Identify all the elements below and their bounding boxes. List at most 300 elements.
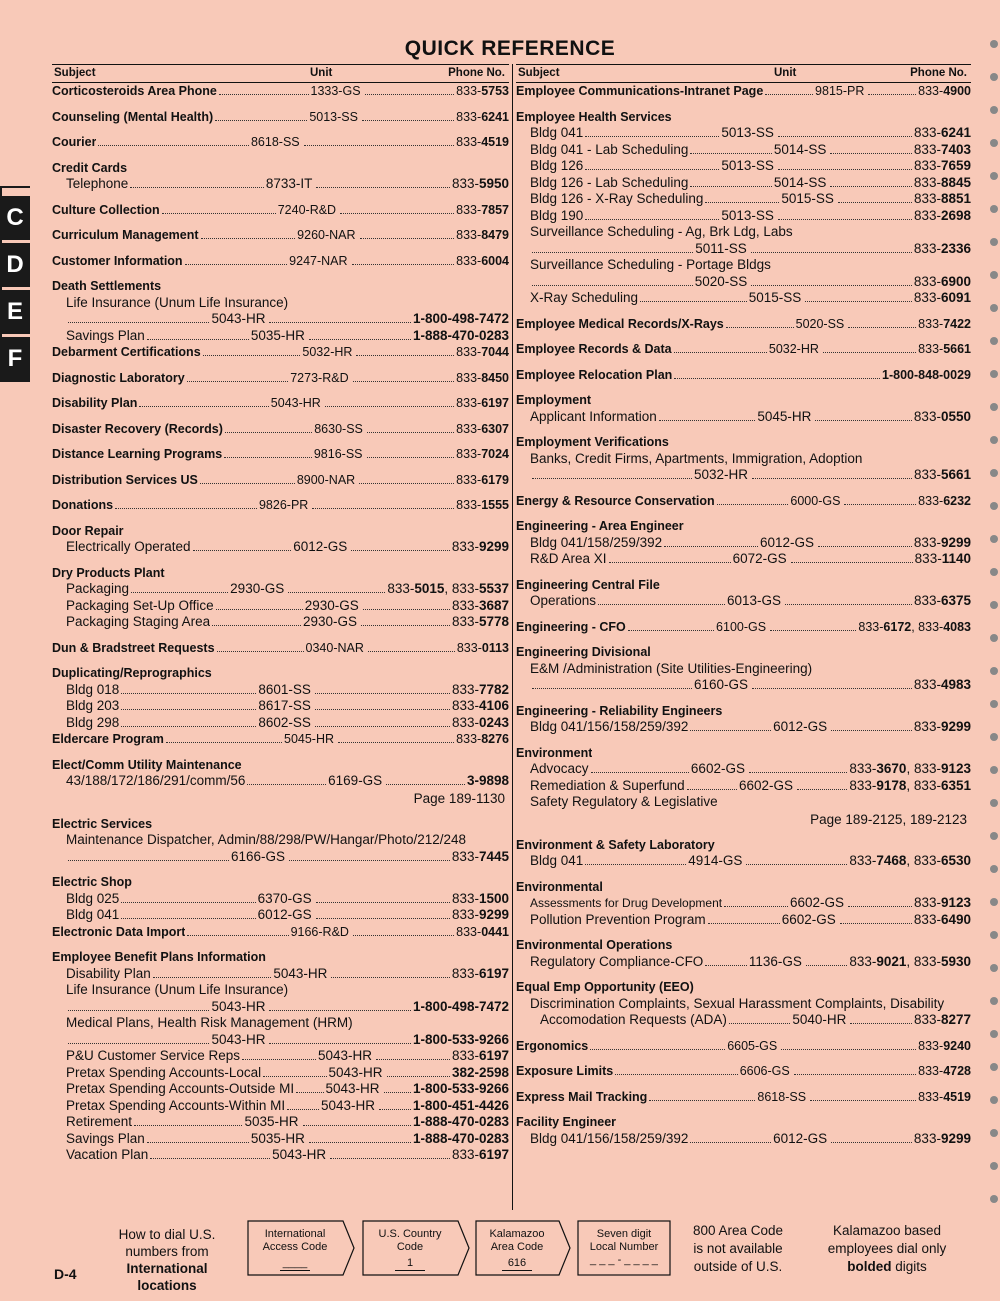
directory-entry bbox=[516, 191, 971, 208]
phone-bold-digits: 6375 bbox=[940, 593, 972, 608]
phone-bold-digits: 7403 bbox=[940, 141, 971, 157]
entry-unit: 8733-IT bbox=[265, 176, 313, 191]
directory-entry bbox=[52, 109, 509, 126]
entry-name: Customer Information bbox=[52, 253, 183, 268]
entry-unit: 5035-HR bbox=[250, 327, 305, 343]
entry-name: Bldg 041 bbox=[66, 907, 120, 922]
phone-prefix: 833- bbox=[858, 619, 884, 634]
entry-unit: 6166-GS bbox=[230, 848, 285, 864]
dot-leader bbox=[532, 251, 693, 253]
entry-name: Employee Relocation Plan bbox=[516, 367, 673, 382]
entry-unit: 5020-SS bbox=[795, 316, 845, 331]
dot-leader bbox=[315, 692, 450, 694]
directory-description bbox=[52, 832, 509, 849]
dot-leader bbox=[338, 741, 454, 743]
dot-leader bbox=[785, 603, 912, 605]
entry-unit: 6606-GS bbox=[739, 1064, 790, 1078]
phone-prefix: 833- bbox=[456, 447, 482, 461]
dot-leader bbox=[362, 119, 454, 121]
dot-leader bbox=[68, 1042, 209, 1044]
directory-entry bbox=[52, 1098, 509, 1115]
phone-bold-digits: 3-9898 bbox=[466, 773, 510, 788]
directory-entry bbox=[52, 698, 509, 715]
directory-heading bbox=[52, 816, 509, 833]
binder-hole bbox=[990, 733, 998, 741]
entry-name: Bldg 298 bbox=[66, 714, 120, 730]
entry-unit: 5043-HR bbox=[211, 1031, 266, 1047]
entry-name: Pollution Prevention Program bbox=[530, 911, 706, 927]
directory-description bbox=[52, 295, 509, 312]
phone-bold-digits: 6241 bbox=[481, 109, 509, 124]
phone-bold-digits: 4083 bbox=[943, 619, 972, 634]
binder-hole bbox=[990, 568, 998, 576]
entry-name: Electronic Data Import bbox=[52, 924, 186, 939]
dot-leader bbox=[778, 218, 912, 220]
dot-leader bbox=[848, 905, 912, 907]
box-label: Local Number bbox=[589, 1241, 659, 1253]
dot-leader bbox=[830, 152, 912, 154]
description-text: Safety Regulatory & Legislative bbox=[530, 794, 718, 809]
entry-unit: 8617-SS bbox=[258, 698, 311, 713]
entry-phone bbox=[452, 1065, 509, 1082]
phone-bold-digits: 5661 bbox=[943, 342, 972, 356]
dot-leader bbox=[591, 771, 689, 773]
left-column-header bbox=[52, 64, 509, 83]
phone-bold-digits: 5537 bbox=[478, 581, 509, 596]
directory-entry bbox=[516, 241, 971, 258]
dot-leader bbox=[331, 976, 450, 978]
entry-name: Pretax Spending Accounts-Outside MI bbox=[66, 1081, 295, 1096]
dot-leader bbox=[303, 1124, 411, 1126]
entry-name: Accomodation Requests (ADA) bbox=[540, 1012, 727, 1027]
entry-unit: 6370-GS bbox=[257, 890, 312, 906]
directory-heading bbox=[516, 937, 971, 954]
index-tab-d[interactable]: D bbox=[0, 243, 30, 287]
binder-hole bbox=[990, 139, 998, 147]
dot-leader bbox=[325, 405, 454, 407]
phone-bold-digits: 8276 bbox=[481, 732, 510, 746]
dot-leader bbox=[147, 338, 249, 340]
entry-phone bbox=[456, 202, 509, 219]
entry-unit: 6013-GS bbox=[726, 593, 782, 608]
dot-leader bbox=[823, 351, 916, 353]
dot-leader bbox=[368, 650, 455, 652]
column-divider bbox=[512, 64, 513, 1210]
dot-leader bbox=[296, 1091, 323, 1093]
phone-header: Phone No. bbox=[448, 67, 505, 79]
directory-entry bbox=[52, 773, 509, 790]
entry-name: Retirement bbox=[66, 1114, 133, 1129]
entry-name: 43/188/172/186/291/comm/56 bbox=[66, 773, 246, 788]
entry-phone bbox=[914, 719, 971, 736]
entry-unit: 5045-HR bbox=[284, 732, 335, 746]
dot-leader bbox=[166, 741, 282, 743]
dot-leader bbox=[352, 263, 455, 265]
phone-bold-digits: 7024 bbox=[481, 447, 510, 461]
entry-unit: 1333-GS bbox=[310, 84, 361, 98]
entry-phone bbox=[914, 125, 971, 142]
entry-unit: 0340-NAR bbox=[305, 640, 364, 655]
entry-phone bbox=[456, 731, 509, 748]
entry-phone bbox=[858, 619, 971, 636]
entry-phone bbox=[467, 773, 509, 790]
phone-bold-digits: 2336 bbox=[940, 240, 971, 256]
phone-prefix: 833- bbox=[451, 1048, 479, 1063]
dot-leader bbox=[778, 135, 912, 137]
dot-leader bbox=[269, 1009, 410, 1011]
directory-entry bbox=[516, 1089, 971, 1106]
entry-name: Distribution Services US bbox=[52, 472, 198, 487]
phone-bold-digits: 9299 bbox=[478, 907, 510, 922]
directory-entry bbox=[516, 341, 971, 358]
dot-leader bbox=[330, 1157, 450, 1159]
heading-text: Employment Verifications bbox=[516, 435, 669, 449]
entry-phone bbox=[849, 761, 971, 778]
phone-bold-digits: 7468 bbox=[876, 853, 907, 868]
phone-bold-digits: 9123 bbox=[940, 895, 972, 910]
entry-unit: 8630-SS bbox=[314, 421, 363, 436]
phone-prefix: 833- bbox=[456, 640, 482, 655]
dot-leader bbox=[705, 201, 779, 203]
entry-name: Bldg 203 bbox=[66, 698, 120, 713]
entry-name: Distance Learning Programs bbox=[52, 447, 223, 461]
entry-unit: 5035-HR bbox=[250, 1130, 305, 1146]
phone-bold-digits: 0550 bbox=[940, 408, 971, 424]
entry-unit: 5013-SS bbox=[721, 125, 774, 140]
dot-leader bbox=[224, 456, 312, 458]
binder-hole bbox=[990, 370, 998, 378]
dot-leader bbox=[674, 351, 767, 353]
index-tab-f[interactable]: F bbox=[0, 337, 30, 381]
phone-bold-digits: 5778 bbox=[478, 614, 510, 629]
entry-phone bbox=[918, 1038, 971, 1055]
phone-bold-digits: 0441 bbox=[481, 924, 509, 939]
directory-entry bbox=[516, 1131, 971, 1148]
entry-name: Savings Plan bbox=[66, 1130, 145, 1146]
phone-bold-digits: 6900 bbox=[940, 273, 971, 289]
dot-leader bbox=[770, 629, 856, 631]
entry-phone bbox=[918, 1063, 971, 1080]
phone-bold-digits: 6179 bbox=[481, 472, 509, 487]
entry-name: R&D Area XI bbox=[530, 551, 607, 566]
entry-phone bbox=[456, 109, 509, 126]
dot-leader bbox=[778, 168, 912, 170]
entry-name: Debarment Certifications bbox=[52, 345, 201, 359]
directory-heading bbox=[52, 757, 509, 774]
index-tab-c[interactable]: C bbox=[0, 196, 30, 240]
binder-hole bbox=[990, 1162, 998, 1170]
phone-prefix: 833- bbox=[918, 84, 944, 98]
entry-phone bbox=[914, 677, 971, 694]
subject-header: Subject bbox=[518, 67, 560, 79]
dot-leader bbox=[98, 144, 249, 146]
phone-prefix: 833- bbox=[913, 174, 941, 190]
entry-name: Bldg 190 bbox=[530, 207, 584, 223]
dot-leader bbox=[315, 708, 450, 710]
heading-text: Electric Shop bbox=[52, 875, 132, 889]
directory-entry bbox=[52, 227, 509, 244]
heading-text: Facility Engineer bbox=[516, 1115, 617, 1129]
entry-name: Bldg 018 bbox=[66, 681, 120, 697]
directory-heading bbox=[516, 577, 971, 594]
dot-leader bbox=[598, 603, 725, 605]
directory-entry bbox=[52, 891, 509, 908]
description-text: Life Insurance (Unum Life Insurance) bbox=[66, 982, 289, 997]
heading-text: Employment bbox=[516, 393, 592, 407]
note-line: Kalamazoo based bbox=[832, 1223, 942, 1238]
phone-prefix: 833- bbox=[451, 698, 479, 713]
directory-entry bbox=[52, 395, 509, 412]
entry-unit: 6012-GS bbox=[773, 719, 828, 734]
phone-bold-digits: 7445 bbox=[478, 848, 509, 864]
entry-phone bbox=[914, 142, 971, 159]
dot-leader bbox=[818, 545, 912, 547]
directory-entry bbox=[52, 176, 509, 193]
phone-bold-digits: 7782 bbox=[478, 681, 510, 697]
heading-text: Credit Cards bbox=[52, 160, 128, 175]
left-column bbox=[52, 64, 509, 1164]
entry-phone bbox=[914, 191, 971, 208]
binder-hole bbox=[990, 1030, 998, 1038]
directory-entry bbox=[516, 719, 971, 736]
dot-leader bbox=[215, 119, 307, 121]
entry-phone bbox=[882, 367, 971, 384]
phone-bold-digits: 6307 bbox=[481, 421, 510, 436]
entry-unit: 5043-HR bbox=[325, 1081, 380, 1096]
howto-line-1: How to dial U.S. bbox=[118, 1227, 216, 1242]
phone-prefix: 833- bbox=[456, 345, 482, 359]
entry-phone bbox=[914, 593, 971, 610]
dot-leader bbox=[309, 338, 411, 340]
phone-bold-digits: 6232 bbox=[943, 493, 972, 508]
entry-unit: 5043-HR bbox=[211, 311, 266, 326]
dot-leader bbox=[830, 185, 912, 187]
entry-unit: 9166-R&D bbox=[290, 924, 349, 939]
directory-entry bbox=[52, 370, 509, 387]
directory-entry bbox=[52, 731, 509, 748]
page-title: QUICK REFERENCE bbox=[404, 37, 616, 60]
box-label: Kalamazoo bbox=[489, 1228, 545, 1240]
phone-bold-digits: 5950 bbox=[478, 176, 510, 191]
entry-name: Disability Plan bbox=[66, 965, 151, 981]
dot-leader bbox=[690, 185, 772, 187]
entry-unit: 5011-SS bbox=[695, 240, 747, 256]
phone-prefix: 833- bbox=[918, 1089, 944, 1104]
page-reference: Page 189-2125, 189-2123 bbox=[810, 811, 967, 827]
entry-unit: 6012-GS bbox=[760, 534, 815, 550]
entry-phone bbox=[914, 912, 971, 929]
phone-bold-digits: 5930 bbox=[940, 953, 971, 969]
phone-prefix: 833- bbox=[918, 1064, 944, 1078]
entry-phone bbox=[456, 83, 509, 100]
entry-phone bbox=[914, 274, 971, 291]
dot-leader bbox=[532, 477, 692, 479]
entry-name: Energy & Resource Conservation bbox=[516, 493, 715, 508]
entry-unit: 5040-HR bbox=[792, 1012, 847, 1027]
dot-leader bbox=[365, 93, 455, 95]
dot-leader bbox=[147, 1141, 249, 1143]
dot-leader bbox=[585, 168, 719, 170]
entry-phone bbox=[914, 1131, 971, 1148]
dot-leader bbox=[187, 934, 288, 936]
dot-leader bbox=[131, 591, 228, 593]
phone-prefix: 833- bbox=[913, 408, 941, 424]
note-line: is not available bbox=[693, 1241, 783, 1256]
directory-entry bbox=[516, 158, 971, 175]
dot-leader bbox=[794, 1073, 916, 1075]
note-line bbox=[822, 1258, 952, 1276]
entry-phone bbox=[452, 698, 509, 715]
entry-unit: 5043-HR bbox=[273, 965, 328, 981]
entry-phone bbox=[918, 316, 971, 333]
entry-name: Disaster Recovery (Records) bbox=[52, 421, 223, 436]
phone-bold-digits: 4519 bbox=[481, 135, 510, 149]
entry-unit: 6602-GS bbox=[789, 895, 845, 910]
binder-hole bbox=[990, 832, 998, 840]
directory-description bbox=[516, 996, 971, 1013]
phone-prefix: , 833- bbox=[906, 953, 941, 969]
directory-entry bbox=[516, 467, 971, 484]
phone-bold-digits: 6091 bbox=[940, 290, 971, 305]
dot-leader bbox=[387, 1075, 450, 1077]
entry-name: Eldercare Program bbox=[52, 732, 164, 746]
phone-bold-digits: 5661 bbox=[940, 467, 972, 482]
binder-hole bbox=[990, 997, 998, 1005]
phone-bold-digits: 1140 bbox=[941, 551, 971, 566]
entry-unit: 5015-SS bbox=[781, 191, 834, 206]
phone-prefix: 833- bbox=[451, 890, 479, 906]
note-bold: bolded bbox=[847, 1259, 892, 1274]
dot-leader bbox=[212, 624, 301, 626]
directory-description bbox=[52, 1015, 509, 1032]
dot-leader bbox=[724, 905, 788, 907]
entry-phone bbox=[849, 853, 971, 870]
heading-text: Employee Health Services bbox=[516, 109, 672, 124]
phone-prefix: 833- bbox=[913, 1012, 941, 1027]
phone-prefix: 833- bbox=[456, 396, 482, 410]
entry-unit: 9826-PR bbox=[258, 498, 309, 512]
dot-leader bbox=[649, 1099, 755, 1101]
entry-unit: 8900-NAR bbox=[296, 472, 356, 487]
index-tabs bbox=[0, 196, 30, 384]
directory-heading bbox=[516, 837, 971, 854]
dialing-instructions bbox=[96, 1226, 238, 1294]
directory-heading bbox=[516, 518, 971, 535]
phone-prefix: 833- bbox=[456, 135, 482, 149]
directory-heading bbox=[516, 644, 971, 661]
binder-hole bbox=[990, 931, 998, 939]
dot-leader bbox=[130, 186, 264, 188]
dot-leader bbox=[315, 725, 450, 727]
entry-phone bbox=[452, 682, 509, 699]
phone-prefix: 833- bbox=[456, 498, 482, 512]
phone-bold-digits: 8479 bbox=[481, 228, 509, 242]
binder-hole bbox=[990, 964, 998, 972]
directory-entry bbox=[52, 640, 509, 657]
phone-prefix: 833- bbox=[913, 125, 941, 140]
entry-name: Disability Plan bbox=[52, 396, 138, 410]
phone-bold-digits: 9123 bbox=[940, 761, 972, 776]
directory-entry bbox=[516, 551, 971, 568]
dot-leader bbox=[810, 1099, 916, 1101]
phone-bold-digits: 6197 bbox=[481, 396, 510, 410]
phone-prefix: , 833- bbox=[906, 761, 941, 776]
entry-name: Exposure Limits bbox=[516, 1064, 614, 1078]
dot-leader bbox=[312, 507, 454, 509]
directory-entry bbox=[516, 208, 971, 225]
phone-prefix: 833- bbox=[456, 228, 482, 242]
right-column-header bbox=[516, 64, 971, 83]
phone-prefix: 833- bbox=[913, 240, 941, 256]
dot-leader bbox=[717, 503, 789, 505]
left-entries bbox=[52, 83, 509, 1164]
dot-leader bbox=[247, 783, 326, 785]
entry-unit: 2930-GS bbox=[304, 597, 359, 613]
page-reference: Page 189-1130 bbox=[413, 790, 505, 806]
dot-leader bbox=[68, 859, 229, 861]
dot-leader bbox=[121, 708, 256, 710]
unit-header: Unit bbox=[774, 67, 797, 79]
dot-leader bbox=[791, 561, 913, 563]
directory-entry bbox=[52, 472, 509, 489]
phone-prefix: 833- bbox=[918, 1038, 944, 1053]
directory-entry bbox=[52, 344, 509, 361]
dot-leader bbox=[217, 650, 304, 652]
entry-unit: 5035-HR bbox=[244, 1114, 299, 1129]
phone-bold-digits: 8450 bbox=[481, 370, 510, 385]
index-tab-e[interactable]: E bbox=[0, 290, 30, 334]
entry-name: Pretax Spending Accounts-Local bbox=[66, 1064, 262, 1080]
entry-unit: 5032-HR bbox=[693, 467, 748, 482]
directory-entry bbox=[52, 598, 509, 615]
phone-bold-digits: 4728 bbox=[943, 1064, 971, 1078]
dot-leader bbox=[840, 922, 912, 924]
dot-leader bbox=[379, 1108, 411, 1110]
entry-unit: 9815-PR bbox=[815, 84, 865, 98]
box-value: 616 bbox=[502, 1257, 532, 1271]
entry-name: Remediation & Superfund bbox=[530, 777, 685, 793]
directory-entry bbox=[52, 924, 509, 941]
directory-entry bbox=[52, 581, 509, 598]
dot-leader bbox=[590, 1048, 725, 1050]
entry-name: Bldg 041/156/158/259/392 bbox=[530, 1130, 689, 1146]
dot-leader bbox=[729, 1022, 791, 1024]
heading-text: Elect/Comm Utility Maintenance bbox=[52, 757, 242, 772]
dot-leader bbox=[585, 863, 686, 865]
phone-prefix: 833- bbox=[451, 1147, 479, 1162]
dot-leader bbox=[363, 608, 450, 610]
phone-bold-digits: 1-800-533-9266 bbox=[412, 1031, 510, 1047]
directory-entry bbox=[516, 290, 971, 307]
binder-hole bbox=[990, 667, 998, 675]
phone-prefix: 833- bbox=[849, 953, 877, 969]
entry-name: Employee Records & Data bbox=[516, 342, 672, 356]
directory-entry bbox=[516, 493, 971, 510]
entry-unit: 1136-GS bbox=[748, 953, 802, 969]
binder-hole bbox=[990, 1096, 998, 1104]
entry-phone bbox=[456, 134, 509, 151]
dot-leader bbox=[187, 380, 289, 382]
entry-name: Bldg 041 bbox=[530, 853, 584, 868]
dot-leader bbox=[68, 1009, 209, 1011]
entry-unit: 6000-GS bbox=[790, 493, 841, 508]
entry-unit: 6100-GS bbox=[716, 619, 767, 634]
phone-bold-digits: 1-888-470-0283 bbox=[412, 1114, 510, 1129]
phone-bold-digits: 1-800-498-7472 bbox=[412, 998, 510, 1014]
binder-hole bbox=[990, 337, 998, 345]
dot-leader bbox=[361, 624, 450, 626]
phone-bold-digits: 9299 bbox=[940, 1130, 971, 1146]
